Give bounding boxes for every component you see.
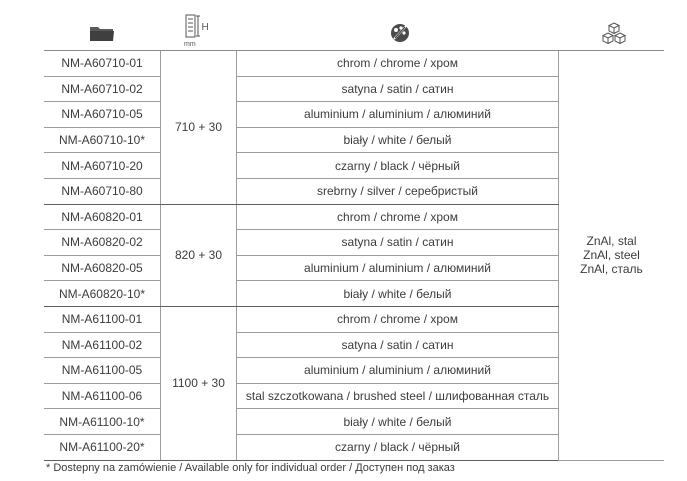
finish-value: satyna / satin / сатин [237,76,559,102]
finish-value: czarny / black / чёрный [237,434,559,460]
finish-value: satyna / satin / сатин [237,332,559,358]
finish-value: biały / white / белый [237,281,559,307]
finish-value: chrom / chrome / хром [237,51,559,76]
finish-value: chrom / chrome / хром [237,204,559,230]
product-code: NM-A61100-05 [44,358,161,384]
finish-value: czarny / black / чёрный [237,153,559,179]
finish-value: biały / white / белый [237,127,559,153]
product-code: NM-A60710-05 [44,102,161,128]
finish-value: aluminium / aluminium / алюминий [237,358,559,384]
height-value: 710 + 30 [161,51,237,204]
material-line: ZnAl, stal [586,234,637,249]
finish-value: aluminium / aluminium / алюминий [237,102,559,128]
product-code: NM-A61100-10* [44,409,161,435]
product-code: NM-A60820-01 [44,204,161,230]
color-palette-icon [388,18,412,48]
finish-value: aluminium / aluminium / алюминий [237,255,559,281]
product-code: NM-A60710-10* [44,127,161,153]
product-code: NM-A61100-01 [44,306,161,332]
material-line: ZnAl, steel [583,248,640,263]
material-cubes-icon [600,18,628,48]
footnote: * Dostepny na zamówienie / Available only for individual order / Доступен под заказ [46,462,455,474]
product-code: NM-A61100-06 [44,383,161,409]
height-value: 1100 + 30 [161,306,237,460]
product-code: NM-A60820-10* [44,281,161,307]
material-value [559,51,665,460]
product-code: NM-A61100-20* [44,434,161,460]
product-code: NM-A60710-20 [44,153,161,179]
table-row [44,51,664,76]
finish-value: stal szczotkowana / brushed steel / шлифованная сталь [237,383,559,409]
product-code: NM-A60710-01 [44,51,161,76]
height-label: H [201,22,209,33]
product-code: NM-A61100-02 [44,332,161,358]
height-value: 820 + 30 [161,204,237,306]
product-code: NM-A60710-02 [44,76,161,102]
product-code: NM-A60820-05 [44,255,161,281]
finish-value: biały / white / белый [237,409,559,435]
product-spec-table [44,51,664,461]
product-code: NM-A60820-02 [44,230,161,256]
product-code: NM-A60710-80 [44,178,161,204]
height-mm-icon [183,14,213,48]
finish-value: chrom / chrome / хром [237,306,559,332]
finish-value: satyna / satin / сатин [237,230,559,256]
material-line: ZnAl, сталь [580,262,643,277]
folder-icon [88,18,116,48]
height-unit: mm [184,41,196,48]
finish-value: srebrny / silver / серебристый [237,178,559,204]
